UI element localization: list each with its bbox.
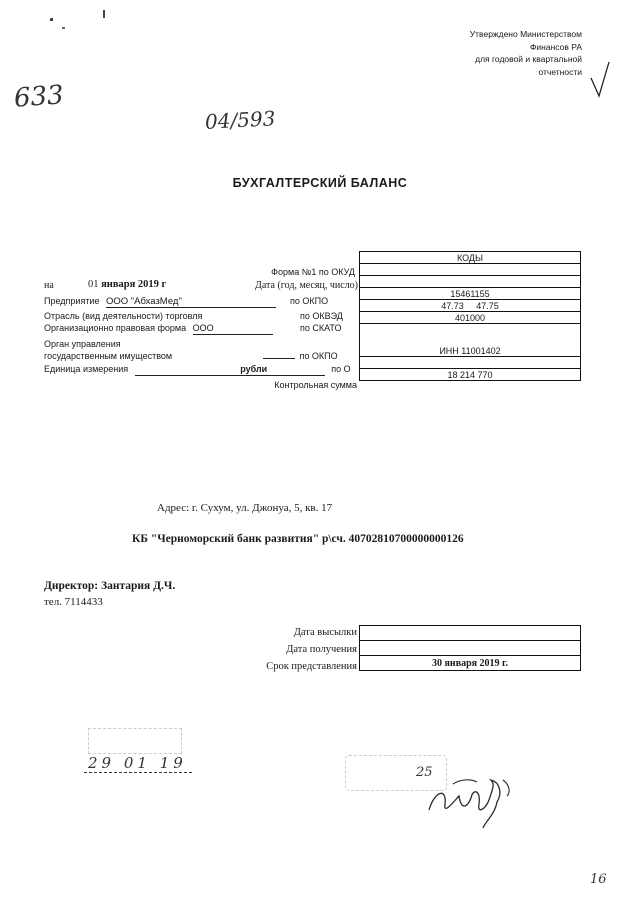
phone: тел. 7114433 bbox=[44, 596, 103, 608]
approval-line-4: отчетности bbox=[538, 66, 582, 77]
code-control-sum: 18 214 770 bbox=[360, 369, 581, 381]
handwritten-number-left: 633 bbox=[13, 80, 65, 114]
enterprise-value: ООО "АбхазМед" bbox=[105, 296, 182, 307]
report-date-day: 01 bbox=[88, 279, 99, 290]
faint-stamp bbox=[88, 728, 182, 754]
code-okved bbox=[360, 300, 581, 312]
enterprise-field bbox=[106, 296, 276, 308]
legal-form-row bbox=[44, 323, 273, 335]
unit-row bbox=[44, 364, 351, 376]
received-date-label: Дата получения bbox=[286, 644, 357, 655]
enterprise-row bbox=[44, 296, 276, 308]
address: Адрес: г. Сухум, ул. Джонуа, 5, кв. 17 bbox=[157, 502, 333, 514]
codes-header: КОДЫ bbox=[360, 252, 581, 264]
authority-blank bbox=[263, 358, 295, 359]
bank-details: КБ "Черноморский банк развития" р\сч. 40702810700000000126 bbox=[132, 533, 464, 545]
director: Директор: Зантария Д.Ч. bbox=[44, 580, 176, 592]
okud-label: Форма №1 по ОКУД bbox=[271, 267, 355, 277]
unit-code-label: по О bbox=[331, 364, 351, 374]
okpo-label: по ОКПО bbox=[290, 296, 329, 306]
approval-line-3: для годовой и квартальной bbox=[475, 54, 582, 64]
unit-field bbox=[135, 364, 325, 376]
report-date bbox=[88, 279, 166, 290]
signature-icon bbox=[425, 770, 525, 830]
handwritten-number-center: 04/593 bbox=[204, 106, 276, 134]
scan-speck bbox=[103, 10, 105, 18]
approval-note bbox=[362, 28, 582, 78]
okved-label: по ОКВЭД bbox=[300, 311, 343, 321]
legal-form-field bbox=[193, 323, 273, 335]
page-title: БУХГАЛТЕРСКИЙ БАЛАНС bbox=[232, 176, 408, 190]
unit-label: Единица измерения bbox=[44, 364, 129, 374]
code-okved-2: 47.75 bbox=[476, 300, 499, 311]
date-format-label: Дата (год, месяц, число) bbox=[255, 280, 358, 291]
legal-form-value: ООО bbox=[192, 323, 214, 333]
unit-value: рубли bbox=[240, 364, 268, 374]
sent-date-label: Дата высылки bbox=[293, 627, 357, 638]
approval-line-2: Финансов РА bbox=[529, 41, 582, 52]
authority-label-2: государственным имуществом bbox=[44, 351, 173, 361]
authority-row-end bbox=[263, 351, 338, 362]
industry-label: Отрасль (вид деятельности) торговля bbox=[44, 311, 203, 321]
enterprise-label: Предприятие bbox=[44, 296, 100, 306]
check-mark-icon bbox=[588, 60, 612, 100]
skato-label: по СКАТО bbox=[300, 323, 342, 333]
date-na-label: на bbox=[44, 280, 54, 291]
authority-label-1: Орган управления bbox=[44, 339, 121, 349]
legal-form-label: Организационно правовая форма bbox=[44, 323, 187, 333]
control-sum-label: Контрольная сумма bbox=[274, 380, 357, 390]
deadline-label: Срок представления bbox=[266, 661, 357, 672]
sent-date-value bbox=[360, 626, 581, 641]
code-date bbox=[360, 276, 581, 288]
approval-line-1: Утверждено Министерством bbox=[469, 29, 582, 39]
code-okud bbox=[360, 264, 581, 276]
scan-speck bbox=[62, 27, 65, 29]
handwritten-stamp-date: 29 01 19 bbox=[88, 754, 187, 772]
code-skato: 401000 bbox=[360, 312, 581, 324]
received-date-value bbox=[360, 641, 581, 656]
stamp-date-line bbox=[84, 772, 192, 773]
code-unit bbox=[360, 357, 581, 369]
page-number: 16 bbox=[590, 872, 607, 887]
authority-okpo-label: по ОКПО bbox=[299, 351, 338, 361]
dates-table bbox=[359, 625, 581, 671]
code-authority: ИНН 11001402 bbox=[360, 324, 581, 357]
scan-speck bbox=[50, 18, 53, 21]
deadline-value: 30 января 2019 г. bbox=[360, 656, 581, 671]
signature-date: 25 bbox=[416, 765, 433, 780]
code-okved-1: 47.73 bbox=[441, 300, 464, 311]
report-date-rest: января 2019 г bbox=[101, 279, 167, 290]
code-okpo: 15461155 bbox=[360, 288, 581, 300]
codes-table bbox=[359, 251, 581, 381]
